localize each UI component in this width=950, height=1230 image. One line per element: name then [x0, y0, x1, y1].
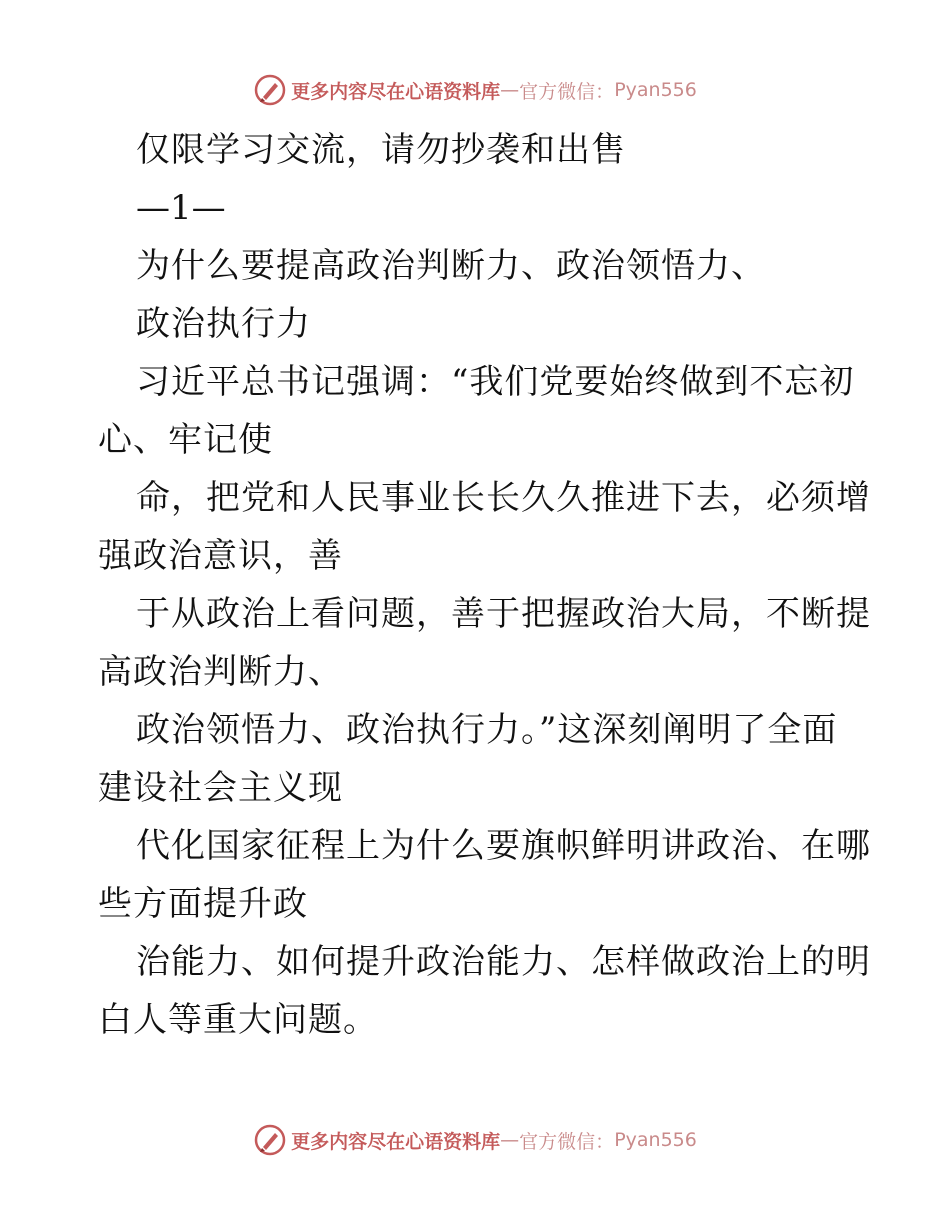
paragraph-line: 心、牢记使	[98, 420, 273, 460]
page-number: —1—	[136, 188, 226, 228]
document-body	[98, 121, 871, 1049]
watermark-wechat-id: Pyan556	[614, 79, 697, 101]
paragraph-line: 强政治意识，善	[98, 536, 343, 576]
paragraph-line: 白人等重大问题。	[98, 1000, 378, 1040]
pen-leaf-logo-icon	[253, 1123, 287, 1157]
watermark-brand: 更多内容尽在心语资料库	[291, 80, 501, 103]
watermark-brand: 更多内容尽在心语资料库	[291, 1130, 501, 1153]
section-title-line-2: 政治执行力	[136, 304, 311, 344]
watermark-wechat-id: Pyan556	[614, 1129, 697, 1151]
header-watermark	[0, 70, 950, 110]
paragraph-line: 命，把党和人民事业长长久久推进下去，必须增	[136, 478, 871, 518]
watermark-wechat-label: 官方微信：	[519, 80, 615, 103]
paragraph-line: 治能力、如何提升政治能力、怎样做政治上的明	[136, 942, 871, 982]
watermark-separator: —	[500, 79, 520, 101]
pen-leaf-logo-icon	[253, 73, 287, 107]
section-title-line-1: 为什么要提高政治判断力、政治领悟力、	[136, 246, 766, 286]
notice-line: 仅限学习交流，请勿抄袭和出售	[136, 130, 626, 170]
paragraph-line: 建设社会主义现	[98, 768, 343, 808]
paragraph-line: 政治领悟力、政治执行力。”这深刻阐明了全面	[136, 710, 838, 750]
footer-watermark	[0, 1120, 950, 1160]
paragraph-line: 代化国家征程上为什么要旗帜鲜明讲政治、在哪	[136, 826, 871, 866]
paragraph-line: 高政治判断力、	[98, 652, 343, 692]
paragraph-line: 于从政治上看问题，善于把握政治大局，不断提	[136, 594, 871, 634]
watermark-wechat-label: 官方微信：	[519, 1130, 615, 1153]
paragraph-line: 习近平总书记强调：“我们党要始终做到不忘初	[136, 362, 855, 402]
watermark-separator: —	[500, 1129, 520, 1151]
paragraph-line: 些方面提升政	[98, 884, 308, 924]
